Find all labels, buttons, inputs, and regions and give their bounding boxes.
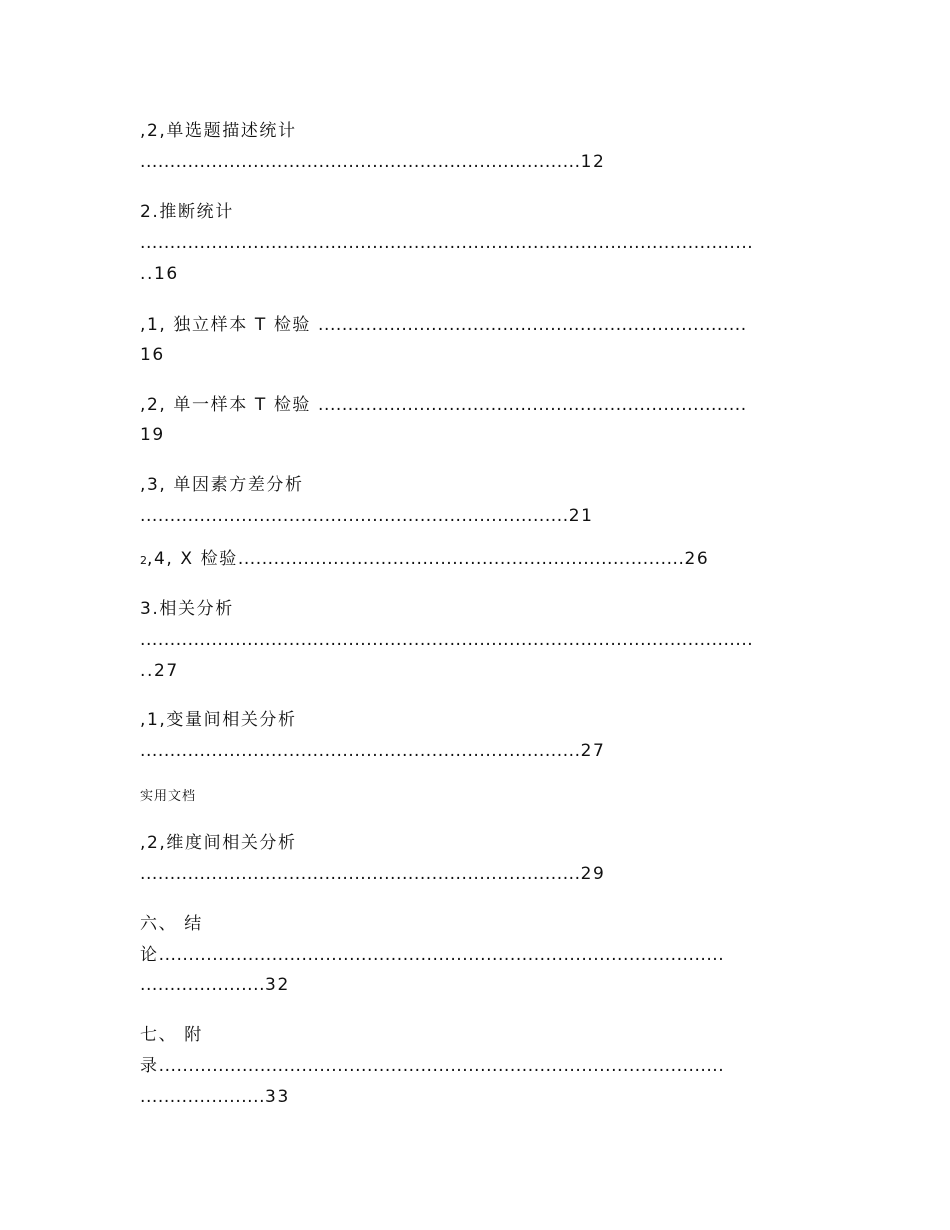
toc-entry-title-line [140, 394, 747, 416]
dot-leader: ........................................................................ [140, 506, 569, 526]
page-number: ..27 [140, 661, 179, 681]
toc-entry-title: ,1,变量间相关分析 [140, 710, 297, 730]
dot-leader: .......................................................................... [140, 152, 581, 172]
dot-leader: ..................... [140, 1087, 266, 1107]
toc-entry-title-line [140, 314, 747, 336]
toc-entry-title: 七、 附 [140, 1025, 203, 1045]
page-number: 16 [140, 345, 165, 365]
toc-entry-leader-line [140, 1086, 290, 1108]
toc-entry-leader-line [140, 740, 605, 762]
footer-note: 实用文档 [140, 789, 197, 804]
toc-entry-line [140, 548, 709, 572]
toc-entry-title: ,1, 独立样本 T 检验 [140, 315, 319, 335]
toc-entry-leader-line [140, 944, 724, 966]
page-number: 21 [568, 506, 594, 526]
dot-leader: ........................................................................ [318, 315, 747, 335]
dot-leader: .......................................................................... [140, 864, 581, 884]
toc-entry-leader-line [140, 974, 290, 996]
page-number: 33 [265, 1087, 290, 1107]
page-number: 32 [265, 975, 290, 995]
dot-leader: ..................... [140, 975, 266, 995]
toc-entry-title-cont: 论 [140, 945, 159, 965]
toc-entry-title-cont: 录 [140, 1056, 159, 1076]
dot-leader: ............................................................................................... [158, 945, 725, 965]
toc-entry-title: ,2, 单一样本 T 检验 [140, 395, 319, 415]
toc-entry-title: ,2,单选题描述统计 [140, 121, 297, 141]
page-number: 27 [580, 741, 606, 761]
toc-entry-title: 3.相关分析 [140, 599, 234, 619]
toc-entry-leader-line [140, 863, 605, 885]
superscript-prefix: 2 [140, 554, 147, 567]
dot-leader: ............................................................................................... [158, 1056, 725, 1076]
dot-leader: ........................................................................... [237, 549, 685, 569]
toc-entry-leader-line [140, 505, 594, 527]
page-number: 29 [580, 864, 606, 884]
dot-leader: .......................................................................... [140, 741, 581, 761]
toc-entry-title: 六、 结 [140, 914, 203, 934]
dot-leader: ....................................................................................................... [140, 630, 754, 650]
page-number: 19 [140, 425, 165, 445]
page-number: 26 [684, 549, 710, 569]
dot-leader: ....................................................................................................... [140, 233, 754, 253]
toc-entry-title: ,4, X 检验 [147, 549, 238, 569]
toc-entry-title: ,3, 单因素方差分析 [140, 475, 304, 495]
page-number: 12 [580, 152, 606, 172]
toc-entry-leader-line [140, 151, 605, 173]
dot-leader: ........................................................................ [318, 395, 747, 415]
page-number: ..16 [140, 264, 179, 284]
toc-entry-leader-line [140, 1055, 724, 1077]
toc-entry-title: 2.推断统计 [140, 202, 234, 222]
toc-entry-title: ,2,维度间相关分析 [140, 833, 297, 853]
